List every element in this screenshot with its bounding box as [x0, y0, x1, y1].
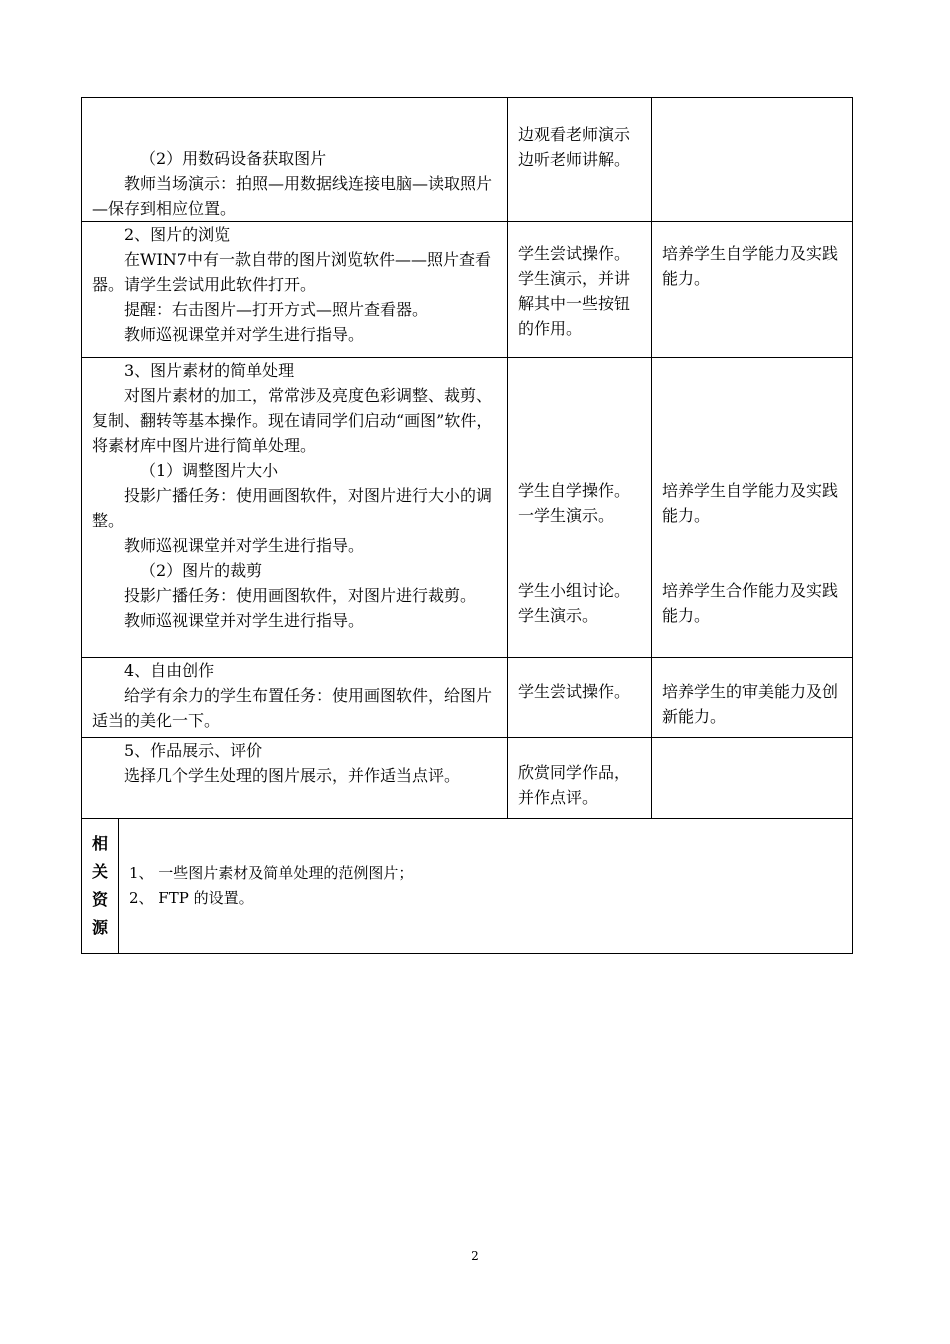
- sub-heading: （1）调整图片大小: [140, 461, 279, 480]
- purpose-cell: [652, 738, 853, 819]
- student-activity: 学生尝试操作。学生演示，并讲解其中一些按钮的作用。: [518, 244, 631, 338]
- step-heading: 2、图片的浏览: [124, 225, 231, 244]
- purpose-text: 培养学生自学能力及实践能力。: [662, 244, 839, 288]
- resources-row: [82, 819, 853, 954]
- step-text: 教师当场演示：拍照—用数据线连接电脑—读取照片—保存到相应位置。: [92, 174, 493, 218]
- step-text: 投影广播任务：使用画图软件，对图片进行大小的调整。: [92, 486, 493, 530]
- resources-list-cell: [119, 819, 853, 954]
- step-heading: 3、图片素材的简单处理: [124, 361, 295, 380]
- purpose-cell: [652, 222, 853, 358]
- purpose-text: 培养学生自学能力及实践能力。: [662, 481, 839, 525]
- resource-item: 1、 一些图片素材及简单处理的范例图片；: [129, 864, 414, 882]
- step-heading: 5、作品展示、评价: [124, 741, 263, 760]
- purpose-cell: [652, 358, 853, 658]
- process-cell: [82, 222, 508, 358]
- resources-label-cell: [82, 819, 119, 954]
- sub-heading: （2）图片的裁剪: [140, 561, 263, 580]
- process-cell: [82, 738, 508, 819]
- student-activity: 学生自学操作。一学生演示。: [518, 481, 631, 525]
- step-text: 教师巡视课堂并对学生进行指导。: [124, 325, 365, 344]
- process-cell: [82, 658, 508, 738]
- purpose-cell: [652, 658, 853, 738]
- process-cell: [82, 358, 508, 658]
- resource-item: 2、 FTP 的设置。: [129, 889, 254, 907]
- step-text: 选择几个学生处理的图片展示，并作适当点评。: [124, 766, 461, 785]
- student-activity-cell: [508, 98, 652, 222]
- lesson-plan-table: [81, 97, 853, 954]
- purpose-cell: [652, 98, 853, 222]
- step-text: 提醒：右击图片—打开方式—照片查看器。: [124, 300, 429, 319]
- student-activity: 欣赏同学作品，并作点评。: [518, 763, 631, 807]
- student-activity-cell: [508, 358, 652, 658]
- table-row: [82, 358, 853, 658]
- student-activity: 学生尝试操作。: [518, 682, 631, 701]
- process-cell: [82, 98, 508, 222]
- purpose-text: 培养学生的审美能力及创新能力。: [662, 682, 839, 726]
- page-number: 2: [471, 1249, 479, 1263]
- step-text: 教师巡视课堂并对学生进行指导。: [124, 611, 365, 630]
- student-activity: 学生小组讨论。学生演示。: [518, 581, 631, 625]
- step-text: 投影广播任务：使用画图软件，对图片进行裁剪。: [124, 586, 477, 605]
- step-text: 教师巡视课堂并对学生进行指导。: [124, 536, 365, 555]
- step-text: 给学有余力的学生布置任务：使用画图软件，给图片适当的美化一下。: [92, 686, 493, 730]
- step-heading: 4、自由创作: [124, 661, 215, 680]
- purpose-text: 培养学生合作能力及实践能力。: [662, 581, 839, 625]
- table-row: [82, 98, 853, 222]
- resources-label: 相关资源: [92, 834, 109, 937]
- step-text: 在WIN7中有一款自带的图片浏览软件——照片查看器。请学生尝试用此软件打开。: [92, 250, 491, 294]
- table-row: [82, 658, 853, 738]
- student-activity-cell: [508, 658, 652, 738]
- step-heading: （2）用数码设备获取图片: [140, 149, 327, 168]
- table-row: [82, 738, 853, 819]
- student-activity-cell: [508, 222, 652, 358]
- step-text: 对图片素材的加工，常常涉及亮度色彩调整、裁剪、复制、翻转等基本操作。现在请同学们启动“画图”软件，将素材库中图片进行简单处理。: [92, 386, 493, 455]
- student-activity: 边观看老师演示边听老师讲解。: [518, 125, 631, 169]
- table-row: [82, 222, 853, 358]
- student-activity-cell: [508, 738, 652, 819]
